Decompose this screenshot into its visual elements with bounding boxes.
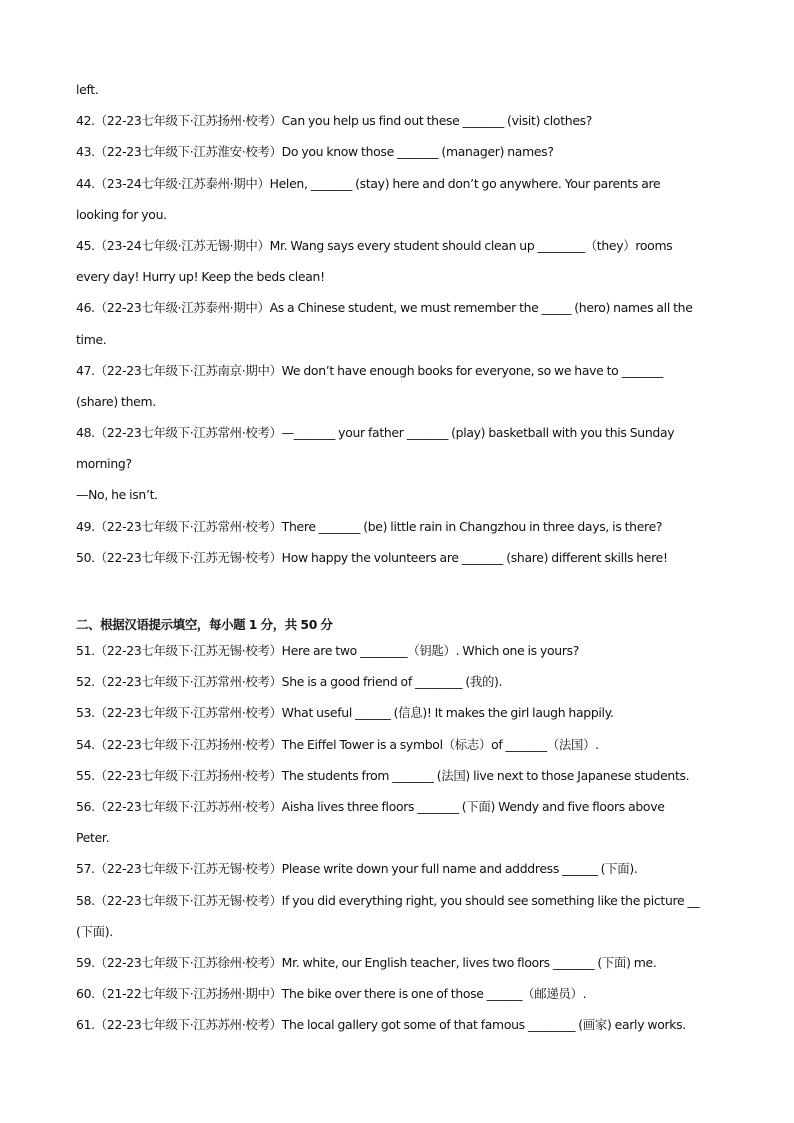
question-50: 50.（22-23七年级下·江苏无锡·校考）How happy the volunteers are _______ (share) different skills here! [76, 549, 668, 565]
question-42: 42.（22-23七年级下·江苏扬州·校考）Can you help us find out these _______ (visit) clothes? [76, 113, 593, 129]
question-45: 45.（23-24七年级·江苏无锡·期中）Mr. Wang says every student should clean up ________（they）rooms [76, 237, 673, 253]
question-46-cont: time. [76, 331, 107, 347]
question-47: 47.（22-23七年级下·江苏南京·期中）We don’t have enough books for everyone, so we have to _______ [76, 362, 663, 378]
question-47-cont: (share) them. [76, 393, 156, 409]
question-44: 44.（23-24七年级·江苏泰州·期中）Helen, _______ (stay) here and don’t go anywhere. Your parents are [76, 175, 661, 191]
question-58-cont: (下面). [76, 923, 113, 939]
question-53: 53.（22-23七年级下·江苏常州·校考）What useful ______ (信息)! It makes the girl laugh happily. [76, 705, 614, 721]
section-gap [76, 579, 726, 615]
section-heading: 二、根据汉语提示填空，每小题 1 分，共 50 分 [76, 617, 333, 632]
question-59: 59.（22-23七年级下·江苏徐州·校考）Mr. white, our English teacher, lives two floors _______ (下面) me. [76, 954, 657, 970]
question-56-cont: Peter. [76, 830, 110, 846]
question-49: 49.（22-23七年级下·江苏常州·校考）There _______ (be) little rain in Changzhou in three days, is there? [76, 518, 663, 534]
question-55: 55.（22-23七年级下·江苏扬州·校考）The students from _______ (法国) live next to those Japanese students. [76, 767, 690, 783]
question-48: 48.（22-23七年级下·江苏常州·校考）—_______ your father _______ (play) basketball with you this Sunday [76, 425, 675, 441]
question-45-cont: every day! Hurry up! Keep the beds clean! [76, 269, 325, 285]
question-46: 46.（22-23七年级·江苏泰州·期中）As a Chinese student, we must remember the _____ (hero) names all the [76, 300, 693, 316]
question-56: 56.（22-23七年级下·江苏苏州·校考）Aisha lives three floors _______ (下面) Wendy and five floors above [76, 798, 665, 814]
question-44-cont: looking for you. [76, 206, 167, 222]
question-48-reply: —No, he isn’t. [76, 487, 158, 503]
question-52: 52.（22-23七年级下·江苏常州·校考）She is a good friend of ________ (我的). [76, 674, 503, 690]
question-57: 57.（22-23七年级下·江苏无锡·校考）Please write down your full name and adddress ______ (下面). [76, 861, 638, 877]
question-48-cont: morning? [76, 456, 132, 472]
question-60: 60.（21-22七年级下·江苏扬州·期中）The bike over there is one of those ______（邮递员）. [76, 986, 587, 1002]
text-line: left. [76, 82, 99, 97]
question-61: 61.（22-23七年级下·江苏苏州·校考）The local gallery got some of that famous ________ (画家) early works. [76, 1017, 686, 1033]
question-43: 43.（22-23七年级下·江苏淮安·校考）Do you know those _______ (manager) names? [76, 144, 554, 160]
question-54: 54.（22-23七年级下·江苏扬州·校考）The Eiffel Tower is a symbol（标志）of _______（法国）. [76, 736, 599, 752]
question-58: 58.（22-23七年级下·江苏无锡·校考）If you did everything right, you should see something like the picture __ [76, 892, 700, 908]
page-content [76, 80, 726, 1046]
question-51: 51.（22-23七年级下·江苏无锡·校考）Here are two ________（钥匙）. Which one is yours? [76, 643, 580, 658]
